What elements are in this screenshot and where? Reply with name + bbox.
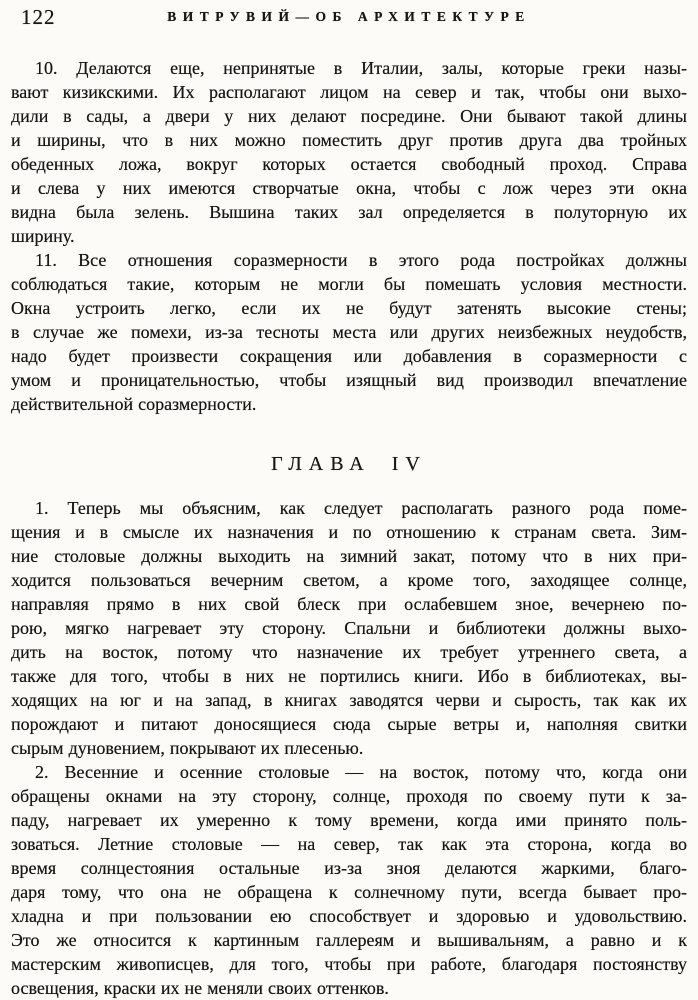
- text-line: мастерским живописцев, для того, чтобы при работе, благодаря постоянству: [11, 954, 687, 974]
- text-line: и ширины, что в них можно поместить друг против друга два тройных: [11, 130, 687, 150]
- text-line: обеденных ложа, вокруг которых остается свободный проход. Справа: [11, 154, 687, 174]
- text-line: порождают и питают доносящиеся сюда сырые ветры и, наполняя свитки: [11, 714, 687, 734]
- paragraph-11: [11, 248, 687, 416]
- text-line: Это же относится к картинным галлереям и вышивальням, а равно и к: [11, 930, 687, 950]
- text-line: освещения, краски их не меняли своих оттенков.: [11, 978, 389, 998]
- paragraph-10: [11, 56, 687, 248]
- text-line: видна была зелень. Вышина таких зал определяется в полуторную их: [11, 202, 687, 222]
- text-line: ходится пользоваться вечерним светом, а кроме того, заходящее солнце,: [11, 570, 687, 590]
- text-line: паду, нагревает их умеренно к тому времени, когда ими принято поль-: [11, 810, 687, 830]
- text-line: 11. Все отношения соразмерности в этого рода постройках должны: [35, 250, 687, 270]
- text-line: хладна и при пользовании ею способствует и здоровью и удовольствию.: [11, 906, 687, 926]
- text-line: надо будет произвести сокращения или добавления в соразмерности с: [11, 346, 687, 366]
- text-line: ширину.: [11, 226, 75, 246]
- text-line: направляя прямо в них свой блеск при ослабевшем зное, вечернею по-: [11, 594, 687, 614]
- text-line: в случае же помехи, из-за тесноты места или других неизбежных неудобств,: [11, 322, 687, 342]
- page-body: [11, 56, 687, 1000]
- text-line: ние столовые должны выходить на зимний закат, потому что в них при-: [11, 546, 687, 566]
- text-line: обращены окнами на эту сторону, солнце, проходя по своему пути к за-: [11, 786, 687, 806]
- text-line: 10. Делаются еще, непринятые в Италии, залы, которые греки назы-: [35, 58, 687, 78]
- text-line: рою, мягко нагревает эту сторону. Спальни и библиотеки должны выхо-: [11, 618, 687, 638]
- text-line: также для того, чтобы в них не портились книги. Ибо в библиотеках, вы-: [11, 666, 687, 686]
- page-number: 122: [21, 5, 56, 29]
- chapter-heading: ГЛАВА IV: [271, 453, 427, 475]
- text-line: даря тому, что она не обращена к солнечному пути, всегда бывает про-: [11, 882, 687, 902]
- page-header: [11, 6, 687, 28]
- text-line: 1. Теперь мы объясним, как следует располагать разного рода поме-: [35, 498, 687, 518]
- text-line: соблюдаться такие, которым не могли бы помешать условия местности.: [11, 274, 687, 294]
- text-line: вают кизикскими. Их располагают лицом на север и так, чтобы они выхо-: [11, 82, 687, 102]
- text-line: сырым дуновением, покрывают их плесенью.: [11, 738, 364, 758]
- paragraph-2: [11, 760, 687, 1000]
- text-line: дить на восток, потому что назначение их требует утреннего света, а: [11, 642, 687, 662]
- text-line: ходящих на юг и на запад, в книгах заводятся черви и сырость, так как их: [11, 690, 687, 710]
- text-line: и слева у них имеются створчатые окна, чтобы с лож через эти окна: [11, 178, 687, 198]
- paragraph-1: [11, 496, 687, 760]
- text-line: 2. Весенние и осенние столовые — на восток, потому что, когда они: [35, 762, 687, 782]
- text-line: Окна устроить легко, если их не будут затенять высокие стены;: [11, 298, 687, 318]
- text-line: зоваться. Летние столовые — на север, так как эта сторона, когда во: [11, 834, 687, 854]
- text-line: умом и проницательностью, чтобы изящный вид производил впечатление: [11, 370, 687, 390]
- running-title: ВИТРУВИЙ—ОБ АРХИТЕКТУРЕ: [167, 9, 531, 24]
- text-line: дили в сады, а двери у них делают посредине. Они бывают такой длины: [11, 106, 687, 126]
- text-line: действительной соразмерности.: [11, 394, 257, 414]
- text-line: время солнцестояния остальные из-за зноя делаются жаркими, благо-: [11, 858, 687, 878]
- text-line: щения и в смысле их назначения и по отношению к странам света. Зим-: [11, 522, 687, 542]
